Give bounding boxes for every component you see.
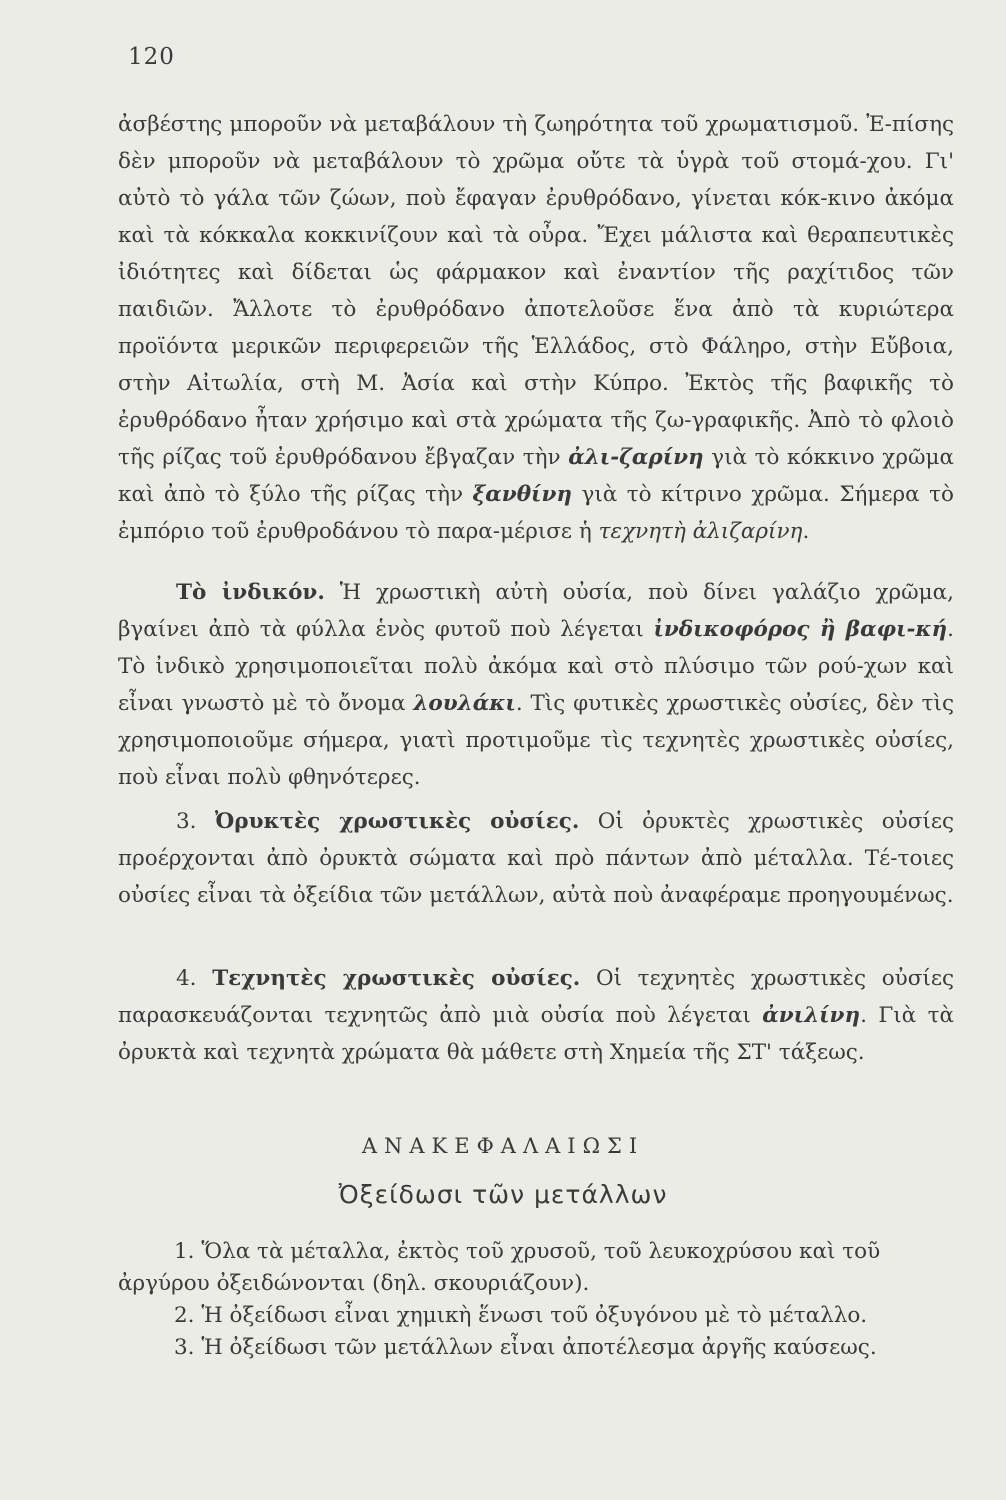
summary-item: 1. Ὅλα τὰ μέταλλα, ἐκτὸς τοῦ χρυσοῦ, τοῦ λευκοχρύσου καὶ τοῦ ἀργύρου ὀξειδώνονται (δηλ. σκουριάζουν). [118,1239,881,1296]
section-heading-synthetic: Τεχνητὲς χρωστικὲς οὐσίες. [212,966,581,991]
term-loulaki: λουλάκι [413,691,516,716]
term-xanthine: ξανθίνη [472,482,572,507]
paragraph-text: ἀσβέστης μποροῦν νὰ μεταβάλουν τὴ ζωηρότητα τοῦ χρωματισμοῦ. Ἐ-πίσης δὲν μποροῦν νὰ μεταβάλουν τὸ χρῶμα οὔτε τὰ ὑγρὰ τοῦ στομά-χου. Γι' αὐτὸ τὸ γάλα τῶν ζώων, ποὺ ἔφαγαν ἐρυθρόδανο, γίνεται κόκ-κινο ἀκόμα καὶ τὰ κόκκαλα κοκκινίζουν καὶ τὰ οὖρα. Ἔχει μάλιστα καὶ θεραπευτικὲς ἰδιότητες καὶ δίδεται ὡς φάρμακον καὶ ἐναντίον τῆς ραχίτιδος τῶν παιδιῶν. Ἄλλοτε τὸ ἐρυθρόδανο ἀποτελοῦσε ἕνα ἀπὸ τὰ κυριώτερα προϊόντα μερικῶν περιφερειῶν τῆς Ἑλλάδος, στὸ Φάληρο, στὴν Εὔβοια, στὴν Αἰτωλία, στὴ Μ. Ἀσία καὶ στὴν Κύπρο. Ἐκτὸς τῆς βαφικῆς τὸ ἐρυθρόδανο ἦταν χρήσιμο καὶ στὰ χρώματα τῆς ζω-γραφικῆς. Ἀπὸ τὸ φλοιὸ τῆς ρίζας τοῦ ἐρυθρόδανου ἔβγαζαν τὴν [118,112,954,470]
term-alizarin: ἀλι-ζαρίνη [568,445,704,470]
summary-list [118,1236,954,1364]
paragraph-text: . Γιὰ τὰ ὀρυκτὰ καὶ τεχνητὰ χρώματα θὰ μάθετε στὴ Χημεία τῆς ΣΤ' τάξεως. [118,1003,954,1065]
section-number: 3. [176,809,197,834]
term-synthetic-alizarin: τεχνητὴ ἀλιζαρίνη [598,519,803,544]
section-heading-mineral: Ὀρυκτὲς χρωστικὲς οὐσίες. [214,809,580,834]
paragraph-text: Οἱ τεχνητὲς χρωστικὲς οὐσίες παρασκευάζονται τεχνητῶς ἀπὸ μιὰ οὐσία ποὺ λέγεται [118,966,954,1028]
summary-subtitle: Ὀξείδωσι τῶν μετάλλων [338,1180,668,1209]
paragraph-text: . Τὶς φυτικὲς χρωστικὲς οὐσίες, δὲν τὶς χρησιμοποιοῦμε σήμερα, γιατὶ προτιμοῦμε τὶς τεχνητὲς χρωστικὲς οὐσίες, ποὺ εἶναι πολὺ φθηνότερες. [118,691,954,790]
paragraph-text: Ἡ χρωστικὴ αὐτὴ οὐσία, ποὺ δίνει γαλάζιο χρῶμα, βγαίνει ἀπὸ τὰ φύλλα ἑνὸς φυτοῦ ποὺ λέγεται [118,580,954,642]
paragraph-text: γιὰ τὸ κόκκινο χρῶμα καὶ ἀπὸ τὸ ξύλο τῆς ρίζας τὴν [118,445,954,507]
paragraph-mineral-dyes [118,803,954,914]
section-number: 4. [176,966,197,991]
paragraph-text: Οἱ ὀρυκτὲς χρωστικὲς οὐσίες προέρχονται ἀπὸ ὀρυκτὰ σώματα καὶ πρὸ πάντων ἀπὸ μέταλλα. Τέ-τοιες οὐσίες εἶναι τὰ ὀξείδια τῶν μετάλλων, αὐτὰ ποὺ ἀναφέραμε προηγουμένως. [118,809,955,908]
paragraph-text: . [802,519,810,544]
paragraph-indigo [118,574,954,796]
page-number: 120 [128,44,175,70]
paragraph-synthetic-dyes [118,960,954,1071]
summary-title: ΑΝΑΚΕΦΑΛΑΙΩΣΙ [361,1134,645,1158]
term-indigofera: ἰνδικοφόρος ἢ βαφι-κή [653,617,948,642]
paragraph-madder [118,106,954,550]
summary-item: 3. Ἡ ὀξείδωσι τῶν μετάλλων εἶναι ἀποτέλεσμα ἀργῆς καύσεως. [174,1335,877,1360]
paragraph-text: γιὰ τὸ κίτρινο χρῶμα. Σήμερα τὸ ἐμπόριο τοῦ ἐρυθροδάνου τὸ παρα-μέρισε ἡ [118,482,954,544]
term-aniline: ἀνιλίνη [762,1003,861,1028]
section-heading-indigo: Τὸ ἰνδικόν. [176,580,325,605]
summary-item: 2. Ἡ ὀξείδωσι εἶναι χημικὴ ἕνωσι τοῦ ὀξυγόνου μὲ τὸ μέταλλο. [174,1303,868,1328]
paragraph-text: . Τὸ ἰνδικὸ χρησιμοποιεῖται πολὺ ἀκόμα καὶ στὸ πλύσιμο τῶν ρού-χων καὶ εἶναι γνωστὸ μὲ τὸ ὄνομα [118,617,954,716]
